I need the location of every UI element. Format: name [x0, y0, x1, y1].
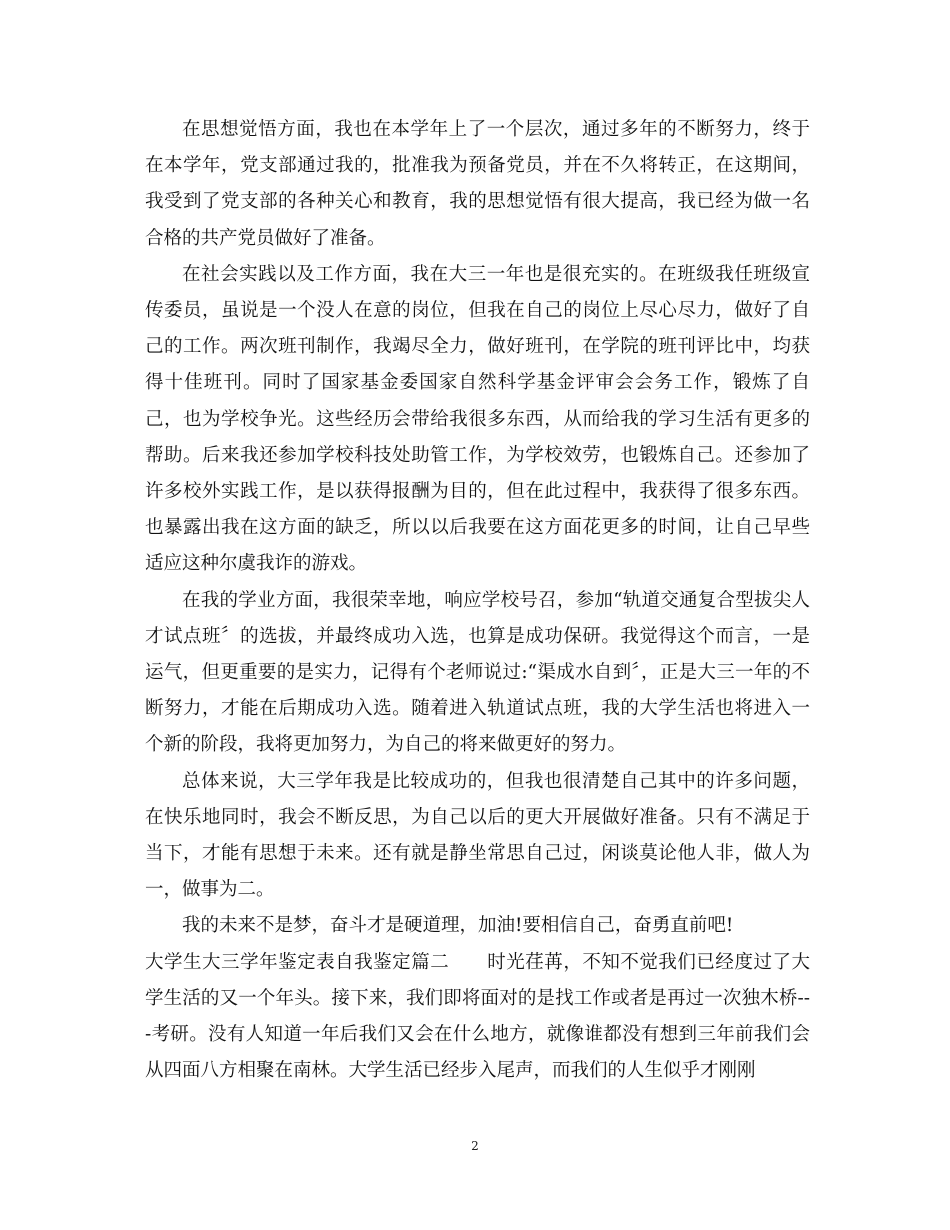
document-body	[145, 112, 810, 1089]
paragraph-motto: 我的未来不是梦，奋斗才是硬道理，加油!要相信自己，奋勇直前吧!	[182, 915, 734, 937]
paragraph-summary: 总体来说，大三学年我是比较成功的，但我也很清楚自己其中的许多问题，在快乐地同时，我会不断反思，为自己以后的更大开展做好准备。只有不满足于当下，才能有思想于未来。还有就是静坐常思自己过，闲谈莫论他人非，做人为一，做事为二。	[145, 770, 810, 901]
paragraph-section-two: 大学生大三学年鉴定表自我鉴定篇二 时光荏苒，不知不觉我们已经度过了大学生活的又一个年头。接下来，我们即将面对的是找工作或者是再过一次独木桥---考研。没有人知道一年后我们又会在什么地方，就像谁都没有想到三年前我们会从四面八方相聚在南林。大学生活已经步入尾声，而我们的人生似乎才刚刚	[145, 951, 810, 1082]
paragraph-academics: 在我的学业方面，我很荣幸地，响应学校号召，参加“轨道交通复合型拔尖人才试点班〞的选拔，并最终成功入选，也算是成功保研。我觉得这个而言，一是运气，但更重要的是实力，记得有个老师说过:“渠成水自到〞，正是大三一年的不断努力，才能在后期成功入选。随着进入轨道试点班，我的大学生活也将进入一个新的阶段，我将更加努力，为自己的将来做更好的努力。	[145, 589, 810, 756]
paragraph-social-practice: 在社会实践以及工作方面，我在大三一年也是很充实的。在班级我任班级宣传委员，虽说是一个没人在意的岗位，但我在自己的岗位上尽心尽力，做好了自己的工作。两次班刊制作，我竭尽全力，做好班刊，在学院的班刊评比中，均获得十佳班刊。同时了国家基金委国家自然科学基金评审会会务工作，锻炼了自己，也为学校争光。这些经历会带给我很多东西，从而给我的学习生活有更多的帮助。后来我还参加学校科技处助管工作，为学校效劳，也锻炼自己。还参加了许多校外实践工作，是以获得报酬为目的，但在此过程中，我获得了很多东西。也暴露出我在这方面的缺乏，所以以后我要在这方面花更多的时间，让自己早些适应这种尔虞我诈的游戏。	[145, 263, 810, 575]
page-number: 2	[471, 1139, 479, 1153]
paragraph-ideology: 在思想觉悟方面，我也在本学年上了一个层次，通过多年的不断努力，终于在本学年，党支部通过我的，批准我为预备党员，并在不久将转正，在这期间，我受到了党支部的各种关心和教育，我的思想觉悟有很大提高，我已经为做一名合格的共产党员做好了准备。	[145, 119, 810, 249]
